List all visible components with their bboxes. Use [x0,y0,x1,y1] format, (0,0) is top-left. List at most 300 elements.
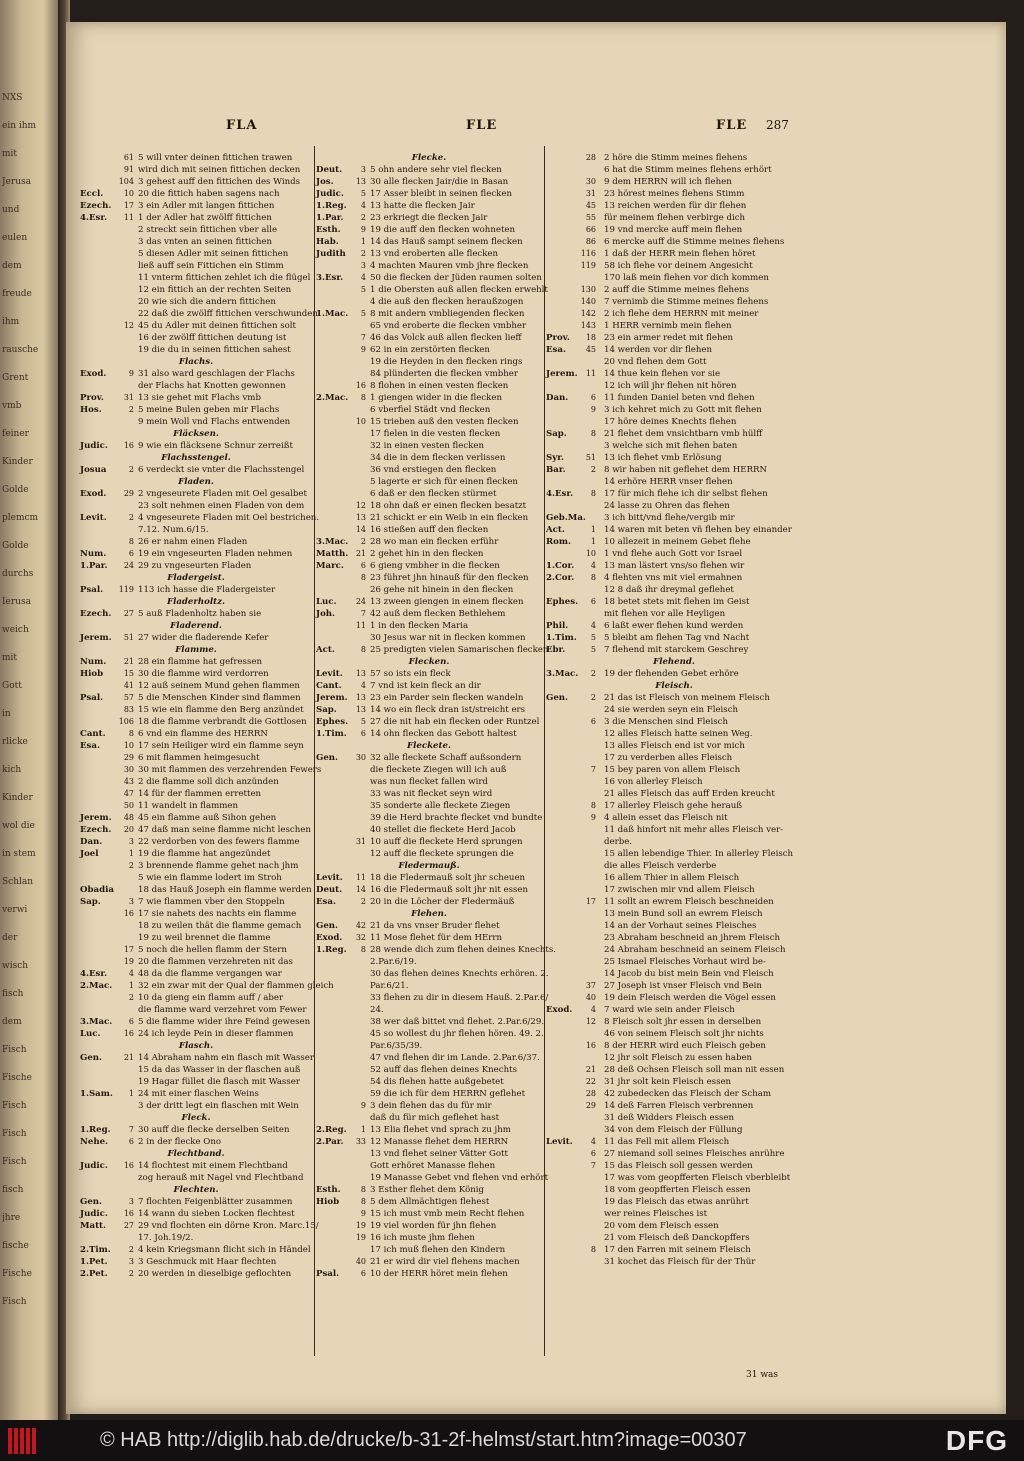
book-abbreviation: Levit. [316,669,343,679]
index-entry [80,1076,312,1088]
entry-text: 3 Esther flehet dem König [370,1185,485,1195]
chapter-number: 142 [580,309,596,318]
chapter-number: 143 [580,321,596,330]
book-abbreviation: Psal. [80,693,104,703]
entry-text: Flachsstengel. [161,453,231,463]
book-abbreviation: Esa. [316,897,336,907]
chapter-number: 7 [128,1125,134,1134]
index-entry [316,1172,549,1184]
chapter-number: 2 [128,465,134,474]
dfg-logo: DFG [945,1425,1008,1456]
index-entry [316,1052,542,1064]
left-page-fragment: jhre [2,1213,21,1223]
chapter-number: 1 [360,1125,366,1134]
book-abbreviation: Esa. [80,741,100,751]
entry-text: mit flehen vor alle Heyligen [604,609,726,619]
chapter-number: 21 [123,1053,134,1062]
chapter-number: 9 [360,345,366,354]
entry-text: 5 diesen Adler mit seinen fittichen [138,249,289,259]
entry-text: 18 betet stets mit flehen im Geist [604,597,750,607]
index-entry [316,332,542,344]
entry-text: 18 die flamme verbrandt die Gottlosen [138,717,307,727]
chapter-number: 8 [360,1197,366,1206]
chapter-number: 4 [590,621,596,630]
chapter-number: 28 [585,153,596,162]
chapter-number: 19 [355,1233,366,1242]
index-entry [316,1208,542,1220]
index-entry [546,356,802,368]
chapter-number: 41 [123,681,134,690]
index-entry [80,440,312,452]
entry-text: Flamme. [175,645,217,655]
chapter-number: 8 [590,801,596,810]
entry-text: 26 er nahm einen Fladen [138,537,248,547]
chapter-number: 19 [355,1221,366,1230]
index-entry [546,860,802,872]
index-entry [80,176,312,188]
chapter-number: 43 [123,777,134,786]
index-entry [80,668,312,680]
chapter-number: 2 [590,669,596,678]
chapter-number: 104 [118,177,134,186]
index-entry [80,308,318,320]
entry-text: 5 wie ein flamme lodert im Stroh [138,873,282,883]
entry-text: 30 Jesus war nit in flecken kommen [370,633,526,643]
entry-text: 12 ich will jhr flehen nit hören [604,381,737,391]
entry-text: wird dich mit seinen fittichen decken [138,165,301,175]
entry-text: 17 was vom geopfferten Fleisch vberbleibt [604,1173,791,1183]
index-entry [80,152,312,164]
index-entry [80,464,312,476]
book-abbreviation: Phil. [546,621,569,631]
entry-text: Flasch. [178,1041,214,1051]
chapter-number: 10 [123,741,134,750]
left-page-fragment: Schlan [2,877,34,887]
chapter-number: 4 [360,201,366,210]
entry-text: 1 vnd flehe auch Gott vor Israel [604,549,743,559]
entry-text: 12 auff die fleckete sprungen die [370,849,514,859]
chapter-number: 2 [590,693,596,702]
index-entry [80,548,312,560]
catchword: 31 was [746,1370,779,1380]
entry-text: 24 ich leyde Pein in dieser flammen [138,1029,294,1039]
chapter-number: 5 [590,645,596,654]
entry-text: 7 wie flammen vber den Stoppeln [138,897,285,907]
index-entry [316,1196,542,1208]
entry-text: 11 funden Daniel beten vnd flehen [604,393,755,403]
left-page-fragment: und [2,205,20,215]
book-abbreviation: Jerem. [80,813,112,823]
book-abbreviation: Psal. [80,585,104,595]
entry-text: 15 trieben auß den vesten flecken [370,417,519,427]
chapter-number: 11 [585,369,596,378]
entry-text: 7 vnd ist kein fleck an dir [370,681,481,691]
entry-text: 16 allem Thier in allem Fleisch [604,873,740,883]
index-headword [80,476,312,488]
entry-text: 3 welche sich mit flehen baten [604,441,738,451]
entry-text: 20 vnd flehen dem Gott [604,357,707,367]
book-abbreviation: 2.Cor. [546,573,575,583]
index-entry [546,308,802,320]
left-page-fragment: NXS [2,93,23,103]
chapter-number: 16 [355,381,366,390]
index-entry [316,272,542,284]
entry-text: ließ auff sein Fittichen ein Stimm [138,261,284,271]
entry-text: 20 die flammen verzehreten nit das [138,957,293,967]
index-entry [546,980,802,992]
index-entry [546,1112,802,1124]
chapter-number: 91 [123,165,134,174]
entry-text: 15 da das Wasser in der flaschen auß [138,1065,301,1075]
entry-text: 17 Asser bleibt in seinen flecken [370,189,512,199]
entry-text: 14 Abraham nahm ein flasch mit Wasser [138,1053,314,1063]
entry-text: 2 in der flecke Ono [138,1137,222,1147]
entry-text: 11 sollt an ewrem Fleisch beschneiden [604,897,774,907]
book-abbreviation: Sap. [80,897,101,907]
index-entry [80,272,312,284]
index-entry [546,164,802,176]
index-entry [316,320,542,332]
entry-text: 50 die flecken der Jüden raumen solten [370,273,542,283]
index-entry [316,1112,542,1124]
entry-text: 3 brennende flamme gehet nach jhm [138,861,299,871]
index-entry [80,488,312,500]
entry-text: 5 dem Allmächtigen flehest [370,1197,490,1207]
index-entry [546,440,802,452]
entry-text: 19 die du in seinen fittichen sahest [138,345,291,355]
chapter-number: 1 [590,537,596,546]
index-entry [80,404,312,416]
entry-text: die fleckete Ziegen will ich auß [370,765,507,775]
index-entry [546,236,802,248]
index-headword [316,740,542,752]
index-entry [80,980,334,992]
index-entry [80,1124,312,1136]
entry-text: 23 hörest meines flehens Stimm [604,189,745,199]
entry-text: für meinem flehen verbirge dich [604,213,746,223]
chapter-number: 30 [123,765,134,774]
entry-text: 14 wo ein fleck dran ist/streicht ers [370,705,526,715]
chapter-number: 50 [123,801,134,810]
book-abbreviation: 1.Reg. [316,201,347,211]
entry-text: 3 gehest auff den fittichen des Winds [138,177,301,187]
entry-text: 26 gehe nit hinein in den flecken [370,585,514,595]
index-entry [316,536,542,548]
chapter-number: 30 [355,753,366,762]
chapter-number: 4 [128,969,134,978]
index-entry [546,752,802,764]
index-entry [80,1100,312,1112]
entry-text: 39 die Herd brachte flecket vnd bundte [370,813,543,823]
index-entry [546,620,802,632]
index-entry [316,956,542,968]
left-page-fragment: durchs [2,569,34,579]
entry-text: Flecken. [408,657,450,667]
chapter-number: 42 [355,921,366,930]
entry-text: die alles Fleisch verderbe [604,861,717,871]
index-entry [316,992,549,1004]
entry-text: 47 vnd flehen dir im Lande. 2.Par.6/37. [370,1053,540,1063]
entry-text: 20 vom dem Fleisch essen [604,1221,719,1231]
index-entry [316,752,542,764]
book-abbreviation: 1.Sam. [80,1089,113,1099]
entry-text: 19 vnd mercke auff mein flehen [604,225,743,235]
index-entry [80,524,312,536]
entry-text: 1 die Obersten auß allen flecken erwehlt [370,285,548,295]
book-abbreviation: Josua [80,465,107,475]
left-page-fragment: Fische [2,1073,32,1083]
index-entry [316,404,542,416]
entry-text: 2 auff die Stimme meines flehens [604,285,750,295]
entry-text: Flachs. [178,357,214,367]
entry-text: 58 ich flehe vor deinem Angesicht [604,261,753,271]
entry-text: 31 also ward geschlagen der Flachs [138,369,295,379]
book-abbreviation: Ezech. [80,201,112,211]
book-abbreviation: Ephes. [316,717,349,727]
left-page-fragment: Fisch [2,1129,27,1139]
index-entry [80,908,312,920]
book-abbreviation: Judic. [80,441,108,451]
entry-text: 7.12. Num.6/15. [138,525,209,535]
chapter-number: 21 [355,549,366,558]
index-entry [546,908,802,920]
index-entry [316,524,542,536]
chapter-number: 8 [590,429,596,438]
book-abbreviation: Exod. [316,933,343,943]
entry-text: 12 8 daß ihr dreymal geflehet [604,585,734,595]
index-entry [316,728,542,740]
chapter-number: 16 [123,1029,134,1038]
book-abbreviation: Esth. [316,1185,341,1195]
index-entry [316,764,542,776]
index-entry [546,404,802,416]
index-entry [546,812,802,824]
index-entry [80,1232,312,1244]
book-abbreviation: 3.Mac. [316,537,349,547]
left-page-fragment: wol die [2,821,35,831]
index-headword [80,356,312,368]
entry-text: 19 die Heyden in den flecken rings [370,357,523,367]
entry-text: 16 ich muste jhm flehen [370,1233,475,1243]
index-entry [80,656,312,668]
entry-text: 12 jhr solt Fleisch zu essen haben [604,1053,753,1063]
book-abbreviation: 4.Esr. [546,489,574,499]
index-entry [546,212,802,224]
left-page-fragment: mit [2,653,18,663]
entry-text: 14 flochtest mit einem Flechtband [138,1161,288,1171]
left-page-fragment: dem [2,261,22,271]
index-entry [80,884,312,896]
entry-text: 17 höre deines Knechts flehen [604,417,737,427]
index-entry [80,284,312,296]
entry-text: 3 ein Adler mit langen fittichen [138,201,275,211]
chapter-number: 7 [590,765,596,774]
book-abbreviation: Jerem. [80,633,112,643]
entry-text: 19 das Fleisch das etwas anrührt [604,1197,749,1207]
entry-text: 21 schickt er ein Weib in ein flecken [370,513,529,523]
book-abbreviation: Ephes. [546,597,579,607]
entry-text: Fladen. [178,477,214,487]
left-page-fragment: feiner [2,429,29,439]
index-headword [80,572,312,584]
left-page-fragment: fisch [2,989,24,999]
index-entry [80,368,312,380]
left-page-fragment: kich [2,765,22,775]
entry-text: zog herauß mit Nagel vnd Flechtband [138,1173,304,1183]
chapter-number: 14 [355,885,366,894]
entry-text: 12 auß seinem Mund gehen flammen [138,681,300,691]
entry-text: 8 der HERR wird euch Fleisch geben [604,1041,766,1051]
book-abbreviation: Matt. [80,1221,107,1231]
index-entry [80,944,312,956]
index-entry [316,704,542,716]
entry-text: 2 gehet hin in den flecken [370,549,484,559]
chapter-number: 1 [128,981,134,990]
chapter-number: 13 [355,177,366,186]
chapter-number: 6 [128,549,134,558]
index-entry [546,668,802,680]
index-entry [80,296,312,308]
entry-text: 6 vnd ein flamme des HERRN [138,729,268,739]
index-entry [546,548,802,560]
index-entry [546,692,802,704]
left-page-fragment: ihm [2,317,20,327]
entry-text: 3 ich kehret mich zu Gott mit flehen [604,405,762,415]
entry-text: 15 ich must vmb mein Recht flehen [370,1209,525,1219]
entry-text: Fladerend. [170,621,222,631]
index-entry [546,1256,802,1268]
index-entry [546,644,802,656]
entry-text: 18 das Hauß Joseph ein flamme werden [138,885,312,895]
hab-logo-icon [8,1428,38,1454]
entry-text: 46 von seinem Fleisch solt jhr nichts [604,1029,764,1039]
index-headword [80,452,312,464]
chapter-number: 3 [128,1197,134,1206]
index-entry [80,848,312,860]
index-entry [316,1268,542,1280]
book-abbreviation: Esa. [546,345,566,355]
entry-text: 13 zween giengen in einem flecken [370,597,524,607]
book-abbreviation: Hiob [80,669,104,679]
chapter-number: 140 [580,297,596,306]
entry-text: 8 mit andern vmbliegenden flecken [370,309,525,319]
entry-text: 6 gieng vmbher in die flecken [370,561,500,571]
book-abbreviation: Levit. [80,513,107,523]
index-entry [80,704,312,716]
chapter-number: 29 [585,1101,596,1110]
entry-text: 32 alle fleckete Schaff außsondern [370,753,522,763]
entry-text: 48 da die flamme vergangen war [138,969,282,979]
book-abbreviation: 2.Tim. [80,1245,111,1255]
entry-text: 46 das Volck auß allen flecken lieff [370,333,522,343]
chapter-number: 47 [123,789,134,798]
book-abbreviation: Dan. [546,393,569,403]
book-abbreviation: Esth. [316,225,341,235]
entry-text: 2 vngeseurete Fladen mit Oel gesalbet [138,489,307,499]
chapter-number: 7 [360,333,366,342]
index-entry [316,416,542,428]
index-entry [546,608,802,620]
index-entry [80,584,312,596]
chapter-number: 4 [590,1137,596,1146]
entry-text: 25 predigten vielen Samarischen flecken [370,645,549,655]
chapter-number: 24 [355,597,366,606]
index-entry [546,836,802,848]
book-abbreviation: Rom. [546,537,571,547]
chapter-number: 31 [355,837,366,846]
entry-text: 5 ohn andere sehr viel flecken [370,165,502,175]
left-page-fragment: der [2,933,18,943]
entry-text: 4 flehten vns mit viel ermahnen [604,573,743,583]
entry-text: 6 verdeckt sie vnter die Flachsstengel [138,465,305,475]
index-entry [80,776,312,788]
chapter-number: 8 [590,489,596,498]
book-abbreviation: Num. [80,657,107,667]
index-entry [546,740,802,752]
chapter-number: 17 [585,897,596,906]
entry-text: 24 sie werden seyn ein Fleisch [604,705,739,715]
entry-text: 31 kochet das Fleisch für der Thür [604,1257,756,1267]
index-entry [80,716,312,728]
chapter-number: 2 [128,405,134,414]
index-entry [316,164,542,176]
book-abbreviation: 4.Esr. [80,213,108,223]
entry-text: 13 ich flehet vmb Erlösung [604,453,722,463]
index-entry [546,1040,802,1052]
book-abbreviation: Hab. [316,237,339,247]
index-entry [316,188,542,200]
index-entry [80,1136,312,1148]
chapter-number: 16 [123,1161,134,1170]
copyright-url[interactable]: © HAB http://diglib.hab.de/drucke/b-31-2f-helmst/start.htm?image=00307 [100,1429,747,1451]
entry-text: 13 vnd eroberten alle flecken [370,249,499,259]
book-abbreviation: 2.Mac. [80,981,113,991]
entry-text: 30 die flamme wird verdorren [138,669,269,679]
chapter-number: 3 [360,165,366,174]
index-entry [80,260,312,272]
entry-text: 10 allezeit in meinem Gebet flehe [604,537,751,547]
index-entry [80,836,312,848]
index-entry [546,572,802,584]
book-abbreviation: Cant. [316,681,342,691]
entry-text: 1 daß der HERR mein flehen höret [604,249,756,259]
index-headword [80,596,312,608]
chapter-number: 10 [123,189,134,198]
index-entry [546,728,802,740]
entry-text: 170 laß mein flehen vor dich kommen [604,273,769,283]
entry-text: 12 Manasse flehet dem HERRN [370,1137,509,1147]
index-entry [316,584,542,596]
chapter-number: 66 [585,225,596,234]
index-entry [316,872,542,884]
index-entry [546,956,802,968]
book-abbreviation: Exod. [80,489,107,499]
entry-text: 15 das Fleisch soll gessen werden [604,1161,753,1171]
left-page-fragment: Kinder [2,793,33,803]
entry-text: 32 in einen vesten flecken [370,441,485,451]
book-abbreviation: Act. [546,525,565,535]
entry-text: 30 auff die flecke derselben Seiten [138,1125,290,1135]
entry-text: 15 bey paren von allem Fleisch [604,765,741,775]
index-entry [316,944,557,956]
entry-text: 52 auff das flehen deines Knechts [370,1065,517,1075]
left-page-fragment: ein ihm [2,121,37,131]
index-entry [546,1160,802,1172]
index-headword [316,908,542,920]
entry-text: 7 ward wie sein ander Fleisch [604,1005,735,1015]
index-entry [546,296,802,308]
book-abbreviation: Psal. [316,1269,340,1279]
